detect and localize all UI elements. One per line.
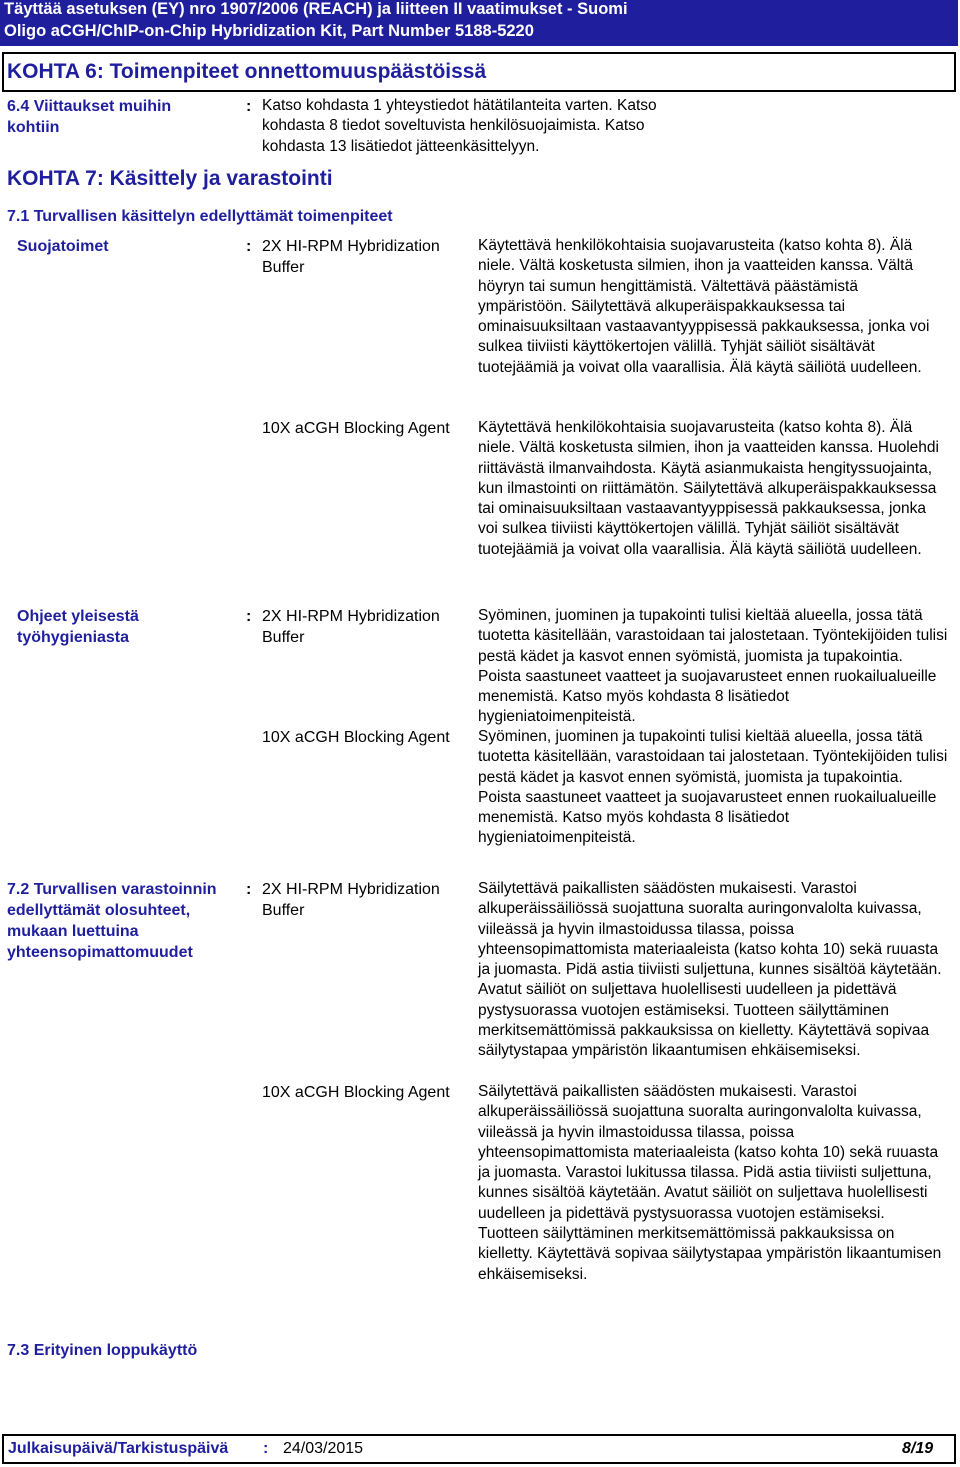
product-text: Käytettävä henkilökohtaisia suojavarusteita (katso kohta 8). Älä niele. Vältä kosketusta silmien, ihon ja vaatteiden kanssa. Huolehdi riittävästä ilmanvaihdosta. Käytä asianmukaista hengityssuojainta, kun ilmastointi on riittämätön. Säilytettävä alkuperäispakkauksessa tai ominaisuuksiltaan vastaavantyyppisessä pakkauksessa, jonka voi sulkea tiiviisti käyttökertojen välillä. Tyhjät säiliöt sisältävät tuotejäämiä ja voivat olla vaarallisia. Älä käytä säiliötä uudelleen. xyxy=(478,419,939,558)
footer-colon: : xyxy=(263,1440,269,1457)
regulation-title: Täyttää asetuksen (EY) nro 1907/2006 (REACH) ja liitteen II vaatimukset - Suomi xyxy=(4,0,628,18)
product-text: Käytettävä henkilökohtaisia suojavarusteita (katso kohta 8). Älä niele. Vältä kosketusta silmien, ihon ja vaatteiden kanssa. Vältä höyryn tai sumun hengittämistä. Vältettävä päästämistä ympäristöön. Säilytettävä alkuperäispakkauksessa tai ominaisuuksiltaan vastaavantyyppisessä pakkauksessa, jonka voi sulkea tiiviisti käyttökertojen välillä. Tyhjät säiliöt sisältävät tuotejäämiä ja voivat olla vaarallisia. Älä käytä säiliötä uudelleen. xyxy=(478,237,930,376)
product-title: Oligo aCGH/ChIP-on-Chip Hybridization Kit, Part Number 5188-5220 xyxy=(4,22,534,40)
section-6-title: KOHTA 6: Toimenpiteet onnettomuuspäästöissä xyxy=(7,60,487,83)
protective-measures-label: Suojatoimet xyxy=(17,238,109,255)
product-name: 2X HI-RPM Hybridization Buffer xyxy=(262,881,440,919)
section-7-1-title: 7.1 Turvallisen käsittelyn edellyttämät toimenpiteet xyxy=(7,208,393,225)
protective-measures-colon: : xyxy=(246,238,252,255)
footer-date: 24/03/2015 xyxy=(283,1440,364,1457)
product-name: 10X aCGH Blocking Agent xyxy=(262,420,450,437)
section-6-4-colon: : xyxy=(246,98,252,115)
section-6-4-text: Katso kohdasta 1 yhteystiedot hätätilanteita varten. Katso kohdasta 8 tiedot soveltuvista henkilösuojaimista. Katso kohdasta 13 lisätiedot jätteenkäsittelyyn. xyxy=(262,97,657,155)
product-text: Syöminen, juominen ja tupakointi tulisi kieltää alueella, jossa tätä tuotetta käsitellään, varastoidaan tai jalostetaan. Työntekijöiden tulisi pestä kädet ja kasvot ennen syömistä, juomista ja tupakointia. Poista saastuneet vaatteet ja suojavarusteet ennen ruokailualueille menemistä. Katso myös kohdasta 8 lisätiedot hygieniatoimenpiteistä. xyxy=(478,607,948,726)
product-name: 10X aCGH Blocking Agent xyxy=(262,729,450,746)
product-name: 10X aCGH Blocking Agent xyxy=(262,1084,450,1101)
product-text: Säilytettävä paikallisten säädösten mukaisesti. Varastoi alkuperäissäiliössä suojattuna suoralta auringonvalolta kuivassa, viileässä ja hyvin ilmastoidussa tilassa, poissa yhteensopimattomista materiaaleista (katso kohta 10) sekä ruuasta ja juomasta. Pidä astia tiiviisti suljettuna, kunnes sisältöä käytetään. Avatut säiliöt on suljettava huolellisesti uudelleen ja pidettävä pystysuorassa vuotojen estämiseksi. Tuotteen säilyttäminen merkitsemättömissä pakkauksissa on kielletty. Käytettävä sopivaa säilytystapaa ympäristön likaantumisen ehkäisemiseksi. xyxy=(478,880,942,1060)
hygiene-label: Ohjeet yleisestä työhygieniasta xyxy=(17,608,139,646)
hygiene-colon: : xyxy=(246,608,252,625)
product-text: Syöminen, juominen ja tupakointi tulisi kieltää alueella, jossa tätä tuotetta käsitellään, varastoidaan tai jalostetaan. Työntekijöiden tulisi pestä kädet ja kasvot ennen syömistä, juomista ja tupakointia. Poista saastuneet vaatteet ja suojavarusteet ennen ruokailualueille menemistä. Katso myös kohdasta 8 lisätiedot hygieniatoimenpiteistä. xyxy=(478,728,948,847)
storage-label: 7.2 Turvallisen varastoinnin edellyttämät olosuhteet, mukaan luettuina yhteensopimattomuudet xyxy=(7,881,217,961)
storage-colon: : xyxy=(246,881,252,898)
section-7-title: KOHTA 7: Käsittely ja varastointi xyxy=(7,167,333,190)
section-6-4-label: 6.4 Viittaukset muihin kohtiin xyxy=(7,98,172,136)
product-name: 2X HI-RPM Hybridization Buffer xyxy=(262,238,440,276)
section-7-3-title: 7.3 Erityinen loppukäyttö xyxy=(7,1342,198,1359)
product-name: 2X HI-RPM Hybridization Buffer xyxy=(262,608,440,646)
footer-date-label: Julkaisupäivä/Tarkistuspäivä xyxy=(8,1440,229,1457)
product-text: Säilytettävä paikallisten säädösten mukaisesti. Varastoi alkuperäissäiliössä suojattuna suoralta auringonvalolta kuivassa, viileässä ja hyvin ilmastoidussa tilassa, poissa yhteensopimattomista materiaaleista (katso kohta 10) sekä ruuasta ja juomasta. Varastoi lukitussa tilassa. Pidä astia tiiviisti suljettuna, kunnes sisältöä käytetään. Avatut säiliöt on suljettava huolellisesti uudelleen ja pidettävä pystysuorassa vuotojen estämiseksi. Tuotteen säilyttäminen merkitsemättömissä pakkauksissa on kielletty. Käytettävä sopivaa säilytystapaa ympäristön likaantumisen ehkäisemiseksi. xyxy=(478,1083,942,1283)
page-number: 8/19 xyxy=(902,1440,934,1457)
